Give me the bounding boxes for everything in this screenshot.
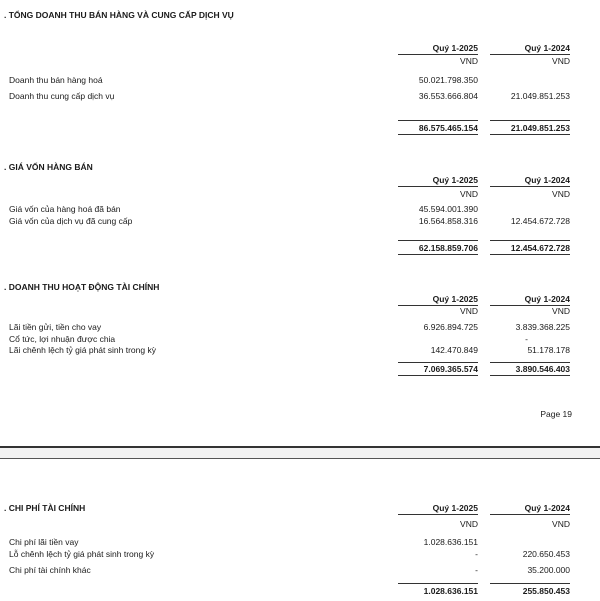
unit-label: VND — [460, 56, 478, 66]
total-underline — [398, 375, 478, 376]
total-value: 7.069.365.574 — [423, 364, 478, 374]
total-underline — [490, 134, 570, 135]
column-header-q1-2024: Quý 1-2024 — [524, 175, 570, 185]
row-label: Doanh thu cung cấp dịch vụ — [9, 91, 115, 101]
header-underline — [398, 186, 478, 187]
total-overline — [490, 120, 570, 121]
unit-label: VND — [552, 306, 570, 316]
row-value: 12.454.672.728 — [510, 216, 570, 226]
total-value: 1.028.636.151 — [423, 586, 478, 596]
header-underline — [490, 186, 570, 187]
section-heading-financial-expenses: . CHI PHÍ TÀI CHÍNH — [4, 503, 86, 513]
total-value: 21.049.851.253 — [510, 123, 570, 133]
row-label: Chi phí lãi tiền vay — [9, 537, 79, 547]
row-value: 21.049.851.253 — [510, 91, 570, 101]
column-header-q1-2024: Quý 1-2024 — [524, 294, 570, 304]
row-value: 35.200.000 — [527, 565, 570, 575]
total-overline — [490, 362, 570, 363]
total-underline — [490, 254, 570, 255]
unit-label: VND — [460, 189, 478, 199]
column-header-q1-2025: Quý 1-2025 — [432, 175, 478, 185]
unit-label: VND — [460, 306, 478, 316]
row-value: 220.650.453 — [522, 549, 570, 559]
unit-label: VND — [552, 189, 570, 199]
section-heading-revenue: . TỔNG DOANH THU BÁN HÀNG VÀ CUNG CẤP DỊCH VỤ — [4, 10, 234, 20]
row-label: Giá vốn của dịch vụ đã cung cấp — [9, 216, 133, 226]
row-value: 3.839.368.225 — [515, 322, 570, 332]
page-gap — [0, 448, 600, 458]
total-value: 3.890.546.403 — [515, 364, 570, 374]
row-value: 6.926.894.725 — [423, 322, 478, 332]
total-underline — [490, 375, 570, 376]
total-overline — [398, 362, 478, 363]
row-value: 142.470.849 — [430, 345, 478, 355]
total-value: 86.575.465.154 — [418, 123, 478, 133]
row-label: Cổ tức, lợi nhuận được chia — [9, 334, 116, 344]
row-label: Giá vốn của hàng hoá đã bán — [9, 204, 121, 214]
column-header-q1-2025: Quý 1-2025 — [432, 294, 478, 304]
row-label: Doanh thu bán hàng hoá — [9, 75, 103, 85]
total-overline — [398, 583, 478, 584]
section-heading-financial-income: . DOANH THU HOẠT ĐỘNG TÀI CHÍNH — [4, 282, 160, 292]
header-underline — [490, 54, 570, 55]
header-underline — [398, 54, 478, 55]
total-underline — [398, 254, 478, 255]
column-header-q1-2024: Quý 1-2024 — [524, 43, 570, 53]
total-value: 62.158.859.706 — [418, 243, 478, 253]
header-underline — [398, 514, 478, 515]
report-page-20 — [0, 458, 600, 601]
total-value: 255.850.453 — [522, 586, 570, 596]
row-value: 45.594.001.390 — [418, 204, 478, 214]
total-underline — [398, 134, 478, 135]
row-value: 16.564.858.316 — [418, 216, 478, 226]
unit-label: VND — [552, 56, 570, 66]
page-number: Page 19 — [540, 409, 572, 419]
column-header-q1-2025: Quý 1-2025 — [432, 43, 478, 53]
row-label: Lãi chênh lệch tỷ giá phát sinh trong kỳ — [9, 345, 156, 355]
header-underline — [490, 514, 570, 515]
total-overline — [398, 240, 478, 241]
row-value: 36.553.666.804 — [418, 91, 478, 101]
section-heading-cogs: . GIÁ VỐN HÀNG BÁN — [4, 162, 93, 172]
row-value: - — [475, 549, 478, 559]
row-value: - — [475, 565, 478, 575]
total-overline — [398, 120, 478, 121]
row-label: Lỗ chênh lệch tỷ giá phát sinh trong kỳ — [9, 549, 155, 559]
unit-label: VND — [460, 519, 478, 529]
row-value: 51.178.178 — [527, 345, 570, 355]
column-header-q1-2024: Quý 1-2024 — [524, 503, 570, 513]
row-label: Lãi tiền gửi, tiền cho vay — [9, 322, 102, 332]
row-value: 50.021.798.350 — [418, 75, 478, 85]
total-value: 12.454.672.728 — [510, 243, 570, 253]
column-header-q1-2025: Quý 1-2025 — [432, 503, 478, 513]
row-value: 1.028.636.151 — [423, 537, 478, 547]
row-label: Chi phí tài chính khác — [9, 565, 91, 575]
row-value: - — [525, 334, 528, 344]
unit-label: VND — [552, 519, 570, 529]
total-overline — [490, 240, 570, 241]
total-overline — [490, 583, 570, 584]
